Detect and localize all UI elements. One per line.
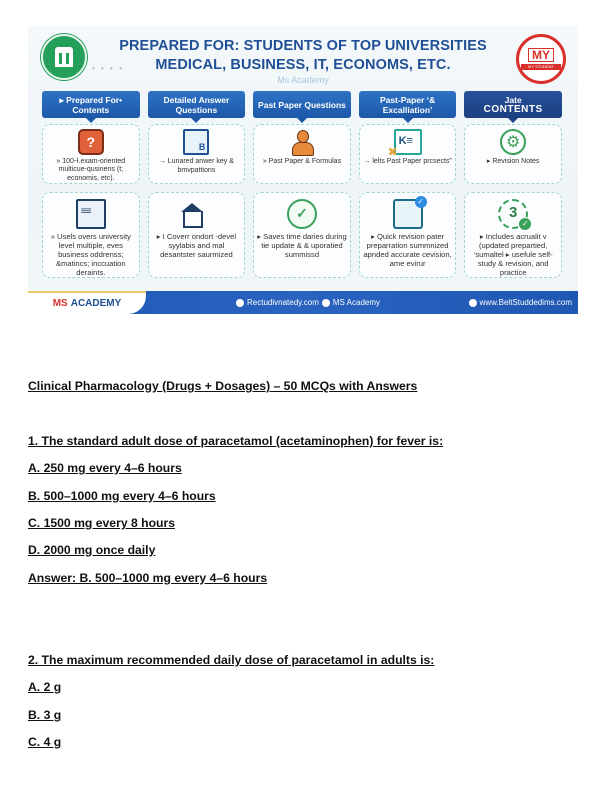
treasure-chest-icon	[78, 129, 104, 155]
feature-card-text: ▸ I Coverr ondort -devel syylabis and mal desantster saurmized	[156, 232, 237, 259]
q2-option-b: B. 3 g	[28, 708, 62, 722]
globe-icon	[236, 299, 244, 307]
tab-past-paper-questions: Past Paper Questions	[253, 91, 351, 118]
feature-card	[42, 124, 140, 184]
feature-tabs	[42, 91, 562, 118]
brand-ms: MS	[52, 298, 68, 309]
feature-card	[359, 124, 457, 184]
feature-row-2	[42, 192, 562, 278]
presentation-screen-icon	[394, 129, 422, 155]
badge-text: MY	[528, 48, 554, 62]
printer-check-icon	[393, 199, 423, 229]
feature-card	[148, 192, 246, 278]
banner-subtitle: Ms Academy	[277, 75, 329, 85]
q1-option-d: D. 2000 mg once daily	[28, 543, 156, 557]
q2-option-c: C. 4 g	[28, 735, 62, 749]
feature-card	[42, 192, 140, 278]
question-1: 1. The standard adult dose of paracetamol (acetaminophen) for fever is:	[28, 434, 444, 448]
feature-card-text: → Lunared anwer key & bmvpattions	[158, 158, 234, 174]
feature-card	[359, 192, 457, 278]
feature-card	[148, 124, 246, 184]
footer-link-2: MS Academy	[332, 298, 381, 307]
checklist-icon	[76, 199, 106, 229]
feature-card-text: » Usels overs university level multiple, eves business oddrenss; &matincs; inccuation deraints.	[50, 232, 131, 277]
ms-academy-logo	[28, 291, 146, 314]
feature-card-text: ▸ Saves time daries during tɨe update & & uporatied summissd	[257, 232, 347, 259]
q1-option-a: A. 250 mg every 4–6 hours	[28, 461, 182, 475]
feature-row-1	[42, 124, 562, 184]
feature-card	[253, 124, 351, 184]
banner-title-line1: PREPARED FOR: STUDENTS OF TOP UNIVERSITIES	[119, 38, 487, 54]
clock-three-check-icon	[498, 199, 528, 229]
tab-prepared-for-contents: ▸ Prepared For• Contents	[42, 91, 140, 118]
footer-link-1: Rectudivnatedy.com	[247, 298, 319, 307]
q1-option-c: C. 1500 mg every 8 hours	[28, 516, 175, 530]
badge-ribbon: MY STUDENT	[521, 64, 561, 70]
feature-card	[464, 124, 562, 184]
feature-card	[464, 192, 562, 278]
verified-badge-icon	[287, 199, 317, 229]
feature-card-text: → lelts Past Paper prcsects”	[363, 158, 452, 165]
tab-contents-bottom: CONTENTS	[483, 103, 543, 115]
brand-academy: ACADEMY	[70, 298, 122, 309]
answer-sheet-icon	[183, 129, 209, 155]
banner-title-line2: MEDICAL, BUSINESS, IT, ECONOMS, ETC.	[155, 57, 451, 73]
tab-detailed-answer-questions: Detailed Answer Questions	[148, 91, 246, 118]
my-student-badge-icon	[516, 34, 566, 84]
campus-building-icon	[181, 199, 211, 229]
document-title: Clinical Pharmacology (Drugs + Dosages) – 50 MCQs with Answers	[28, 379, 418, 393]
footer-links-right	[466, 291, 572, 314]
footer-link-3: www.BeltStuddedims.com	[479, 298, 572, 307]
social-icon	[322, 299, 330, 307]
feature-card-text: » 100-ɫ.exam-oriented multicue-qusinens (t; economis, etc).	[56, 157, 126, 182]
feature-card	[253, 192, 351, 278]
q2-option-a: A. 2 g	[28, 680, 62, 694]
feature-card-text: ▸ Includes acrualit v (updated prepartied, ‘sumaltel ▸ usefule self-study & revision, and practice	[473, 232, 553, 277]
question-2: 2. The maximum recommended daily dose of paracetamol in adults is:	[28, 653, 435, 667]
feature-card-text: ▸ Revision Notes	[486, 158, 540, 165]
feature-card-text: » Past Paper & Formulas	[262, 158, 342, 165]
tab-contents-top: Jate	[504, 94, 522, 105]
tab-contents	[464, 91, 562, 118]
feature-card-text: ▸ Quick revision pater preparration summnized apnded accurate cevision, ame evirur	[363, 232, 452, 268]
banner-footer	[28, 291, 578, 314]
tab-past-paper-excalliation: Past-Paper ‘& Excalliation’	[359, 91, 457, 118]
q1-option-b: B. 500–1000 mg every 4–6 hours	[28, 489, 216, 503]
decorative-dots: • • • •	[92, 64, 124, 73]
promo-banner	[28, 26, 578, 314]
q1-answer: Answer: B. 500–1000 mg every 4–6 hours	[28, 571, 268, 585]
footer-links-center	[233, 291, 380, 314]
banner-header	[28, 26, 578, 88]
check-circle-icon	[469, 299, 477, 307]
revision-wheel-icon	[500, 129, 526, 155]
person-icon	[289, 129, 315, 155]
